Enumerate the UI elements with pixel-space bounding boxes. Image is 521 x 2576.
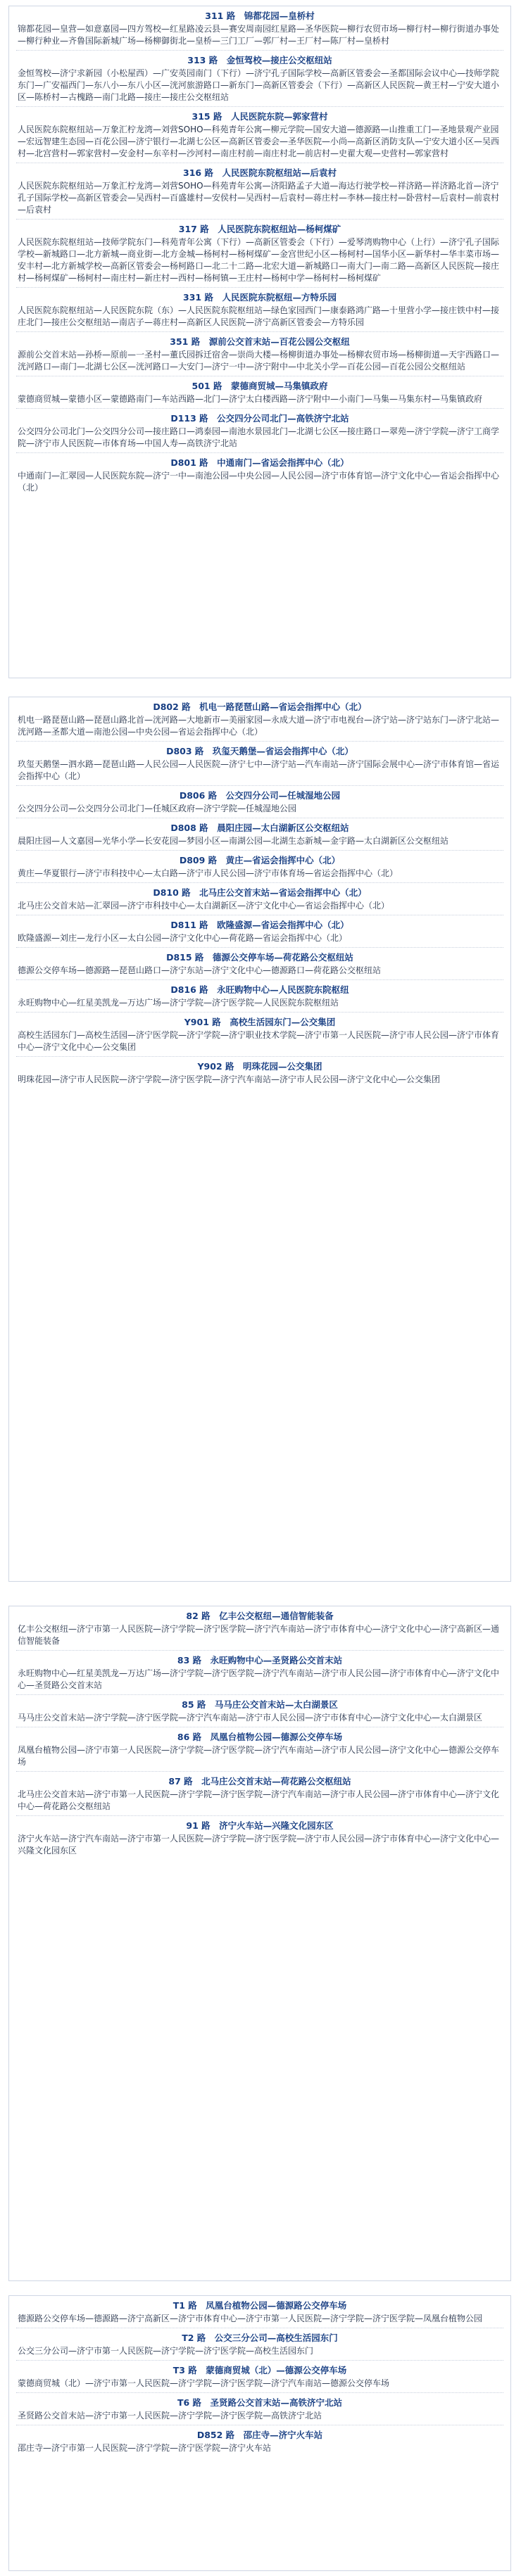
route-title: Y901 路 高校生活园东门—公交集团 [184,1017,336,1027]
route-entry [16,457,503,497]
route-entry [16,952,503,980]
route-stops: 马马庄公交首末站—济宁学院—济宁医学院—济宁汽车南站—济宁市人民公园—济宁市体育中心—济宁文化中心—太白湖景区 [16,1712,503,1727]
route-title: 315 路 人民医院东院—郭家营村 [192,111,328,122]
route-title: T6 路 圣贤路公交首末站—高铁济宁北站 [177,2397,343,2408]
route-stops: 人民医院东院枢纽站—万象汇柠龙湾—刘营SOHO—科苑青年公寓—济阳路孟子大道—海达行驶学校—祥济路—祥济路北首—济宁孔子国际学校—高新区管委会—吴西村—百盛雄村—安侯村—吴西村—后袁村—蒋庄村—李林—接庄村—卧营村—后袁村—前袁村—后袁村 [16,180,503,220]
route-stops: 人民医院东院枢纽站—人民医院东院（东）—人民医院东院枢纽站—绿色家园西门—康泰路鸿广路—十里营小学—接庄铁中村—接庄北门—接庄公交枢纽站—南店子—蒋庄村—高新区人民医院—济宁高新区管委会—方特乐园 [16,305,503,332]
route-entry [16,292,503,332]
route-stops: 公交三分公司—济宁市第一人民医院—济宁学院—济宁医学院—高校生活园东门 [16,2345,503,2361]
route-entry [16,111,503,163]
route-title: 83 路 永旺购物中心—圣贤路公交首末站 [177,1655,343,1665]
route-title: 82 路 亿丰公交枢纽—通信智能装备 [186,1611,334,1621]
route-title: 501 路 蒙德商贸城—马集镇政府 [192,381,328,391]
route-title: D801 路 中通南门—省运会指挥中心（北） [170,457,349,468]
route-stops: 明珠花园—济宁市人民医院—济宁学院—济宁医学院—济宁汽车南站—济宁市人民公园—济宁文化中心—公交集团 [18,1074,441,1084]
route-stops: 中通南门—汇翠园—人民医院东院—济宁一中—南池公园—中央公园—人民公园—济宁市体育馆—济宁文化中心—省运会指挥中心（北） [18,471,500,493]
route-entry [16,1611,503,1651]
route-title: 91 路 济宁火车站—兴隆文化园东区 [186,1820,334,1831]
route-entry [16,1732,503,1772]
route-entry [16,984,503,1013]
route-title: T2 路 公交三分公司—高校生活园东门 [182,2333,338,2343]
route-stops: 晨阳庄园—人文嘉园—光华小学—长安花园—梦园小区—南湖公园—北湖生态新城—金宇路—太白湖新区公交枢纽站 [16,835,503,851]
route-stops: 永旺购物中心—红星美凯龙—万达广场—济宁学院—济宁医学院—济宁汽车南站—济宁市人民公园—济宁市体育中心—济宁文化中心—圣贤路公交首末站 [16,1668,503,1695]
route-stops: 济宁火车站—济宁汽车南站—济宁市第一人民医院—济宁学院—济宁医学院—济宁市人民公园—济宁市体育中心—济宁文化中心—兴隆文化园东区 [18,1834,500,1855]
route-title: 351 路 源前公交首末站—百花公园公交枢纽 [170,336,350,347]
route-entry [16,336,503,376]
route-entry [16,855,503,883]
route-stops: 北马庄公交首末站—济宁市第一人民医院—济宁学院—济宁医学院—济宁汽车南站—济宁市人民公园—济宁市体育中心—济宁文化中心—荷花路公交枢纽站 [16,1789,503,1816]
route-entry [16,2333,503,2361]
route-entry [16,1061,503,1089]
route-entry [16,11,503,51]
route-stops: 人民医院东院枢纽站—技师学院东门—科苑青年公寓（下行）—高新区管委会（下行）—爱琴湾购物中心（上行）—济宁孔子国际学校—新城路口—北方新城—商业街—北方金城—杨柯村—杨柯煤矿—金宫世纪小区—杨柯村—国华小区—新华村—华丰菜市场—安丰村—北方新城学校—高新区管委会—杨柯路口—北二十二路—北宏大道—新城路口—南大门—南二路—高新区人民医院—接庄村—杨柯煤矿—杨柯村—南庄村—新庄村—西村—杨柯镇—王庄村—杨柯中学—杨柯村—杨柯煤矿 [16,236,503,288]
route-stops: 高校生活园东门—高校生活园—济宁医学院—济宁学院—济宁职业技术学院—济宁市第一人民医院—济宁市人民公园—济宁市体育中心—济宁文化中心—公交集团 [16,1029,503,1057]
route-entry [16,790,503,818]
route-stops: 凤凰台植物公园—济宁市第一人民医院—济宁学院—济宁医学院—济宁汽车南站—济宁市人民公园—济宁文化中心—德源公交停车场 [16,1744,503,1772]
route-stops: 锦都花园—皇营—如意嘉园—四方驾校—红星路凌云县—赛安周南园红星路—圣华医院—柳行农贸市场—柳行村—柳行街道办事处—柳行种业—齐鲁国际新城广场—杨柳御街北—皇桥—三门工厂—郭厂村—王厂村—陈厂村—皇桥村 [16,23,503,51]
route-entry [16,2300,503,2328]
route-entry [16,823,503,851]
route-title: D113 路 公交四分公司北门—高铁济宁北站 [170,413,349,424]
route-title: D852 路 邵庄寺—济宁火车站 [196,2430,323,2440]
route-stops: 人民医院东院枢纽站—万象汇柠龙湾—刘营SOHO—科苑青年公寓—柳元学院—国安大道—德源路—山推重工门—圣地景观产业园—宏远智建生态园—百花公园—济宁银行—北湖七公区—高新区管委会—圣华医院—小尚—高新区消防支队—宁安大道小区—吴西村—北宫营村—郭家营村—安金村—东辛村—沙河村—南庄村前—南庄村北—前店村—史翟大观—史营村—郭家营村 [16,124,503,163]
route-stops: 圣贤路公交首末站—济宁市第一人民医院—济宁学院—济宁医学院—高铁济宁北站 [16,2410,503,2425]
route-entry [16,381,503,409]
route-stops: 金恒驾校—济宁求新园（小松屋西）—广安英园南门（下行）—济宁孔子国际学校—高新区管委会—圣都国际会议中心—技师学院东门—广安福西门—东八小—东八小区—洸河旅游路口—新东门—高新区管委会（下行）—高新区人民医院—黄王村—宁安大道小区—陈桥村—古槐路—南门北路—接庄—接庄公交枢纽站 [16,68,503,107]
route-entry [16,702,503,742]
route-title: D808 路 晨阳庄园—太白湖新区公交枢纽站 [170,823,349,833]
route-panel-3 [8,1606,511,2281]
route-title: 317 路 人民医院东院枢纽站—杨柯煤矿 [178,224,341,234]
route-entry [16,413,503,453]
route-stops: 蒙德商贸城（北）—济宁市第一人民医院—济宁学院—济宁医学院—济宁汽车南站—德源公交停车场 [16,2378,503,2393]
route-entry [16,2365,503,2393]
route-entry [16,1699,503,1727]
route-title: D802 路 机电一路琵琶山路—省运会指挥中心（北） [153,702,367,712]
route-stops: 公交四分公司北门—公交四分公司—接庄路口—鸿泰园—南池水景园北门—北湖七公区—接庄路口—翠苑—济宁学院—济宁工商学院—济宁市人民医院—市体育场—中国人寿—高铁济宁北站 [16,426,503,453]
route-title: T1 路 凤凰台植物公园—德源路公交停车场 [172,2300,347,2311]
route-title: D811 路 欧隆盛源—省运会指挥中心（北） [170,920,349,930]
route-panel-1 [8,6,511,678]
route-title: Y902 路 明珠花园—公交集团 [197,1061,322,1072]
route-title: 86 路 凤凰台植物公园—德源公交停车场 [177,1732,343,1742]
route-title: 87 路 北马庄公交首末站—荷花路公交枢纽站 [168,1776,351,1787]
route-title: D815 路 德源公交停车场—荷花路公交枢纽站 [166,952,353,963]
route-title: T3 路 蒙德商贸城（北）—德源公交停车场 [172,2365,347,2375]
route-stops: 玖玺天鹅堡—泗水路—琵琶山路—人民公园—人民医院—济宁七中—济宁站—汽车南站—济宁国际会展中心—济宁市体育馆—省运会指挥中心（北） [16,759,503,786]
route-stops: 欧隆盛源—刘庄—龙行小区—太白公园—济宁文化中心—荷花路—省运会指挥中心（北） [16,932,503,948]
route-title: D810 路 北马庄公交首末站—省运会指挥中心（北） [153,887,367,898]
route-entry [16,746,503,786]
route-title: 331 路 人民医院东院枢纽—方特乐园 [183,292,337,303]
route-title: 313 路 金恒驾校—接庄公交枢纽站 [187,55,332,65]
route-stops: 永旺购物中心—红星美凯龙—万达广场—济宁学院—济宁医学院—人民医院东院枢纽站 [16,997,503,1013]
route-stops: 源前公交首末站—孙桥—原前—一圣村—董氏园拆迁宿舍—崇尚大楼—杨柳街道办事处—杨柳农贸市场—杨柳街道—天宇西路口—洸河路口—南门—北湖七公区—洸河路口—大安门—济宁一中—济宁附中—中北关小学—百花公园—百花公园公交枢纽站 [16,349,503,376]
route-panel-2 [8,697,511,1582]
route-panel-4 [8,2295,511,2571]
route-stops: 邵庄寺—济宁市第一人民医院—济宁学院—济宁医学院—济宁火车站 [18,2443,272,2453]
route-entry [16,920,503,948]
route-stops: 德源公交停车场—德源路—琵琶山路口—济宁东站—济宁文化中心—德源路口—荷花路公交枢纽站 [16,965,503,980]
route-entry [16,2397,503,2425]
route-entry [16,1776,503,1816]
route-title: 316 路 人民医院东院枢纽站—后袁村 [183,167,337,178]
route-entry [16,2430,503,2457]
route-title: D816 路 永旺购物中心—人民医院东院枢纽 [170,984,349,995]
route-entry [16,224,503,288]
route-stops: 黄庄—华夏银行—济宁市科技中心—太白路—济宁市人民公园—济宁市体育场—省运会指挥中心（北） [16,868,503,883]
route-entry [16,887,503,915]
route-entry [16,1655,503,1695]
route-entry [16,55,503,107]
route-stops: 北马庄公交首末站—汇翠园—济宁市科技中心—太白湖新区—济宁文化中心—省运会指挥中心（北） [16,900,503,915]
route-entry [16,1820,503,1860]
route-stops: 蒙德商贸城—蒙德小区—蒙德路南门—车站西路—北门—济宁太白楼西路—济宁附中—小南门—马集—马集东村—马集镇政府 [16,393,503,409]
route-title: D803 路 玖玺天鹅堡—省运会指挥中心（北） [166,746,353,756]
route-entry [16,1017,503,1057]
route-stops: 公交四分公司—公交四分公司北门—任城区政府—济宁学院—任城湿地公园 [16,803,503,818]
route-title: 85 路 马马庄公交首末站—太白湖景区 [182,1699,338,1710]
route-title: 311 路 锦都花园—皇桥村 [205,11,315,21]
route-entry [16,167,503,220]
route-stops: 亿丰公交枢纽—济宁市第一人民医院—济宁学院—济宁医学院—济宁汽车南站—济宁市体育中心—济宁文化中心—济宁高新区—通信智能装备 [16,1623,503,1651]
route-stops: 机电一路琵琶山路—琵琶山路北首—洸河路—大地新市—美丽家园—永成大道—济宁市电视台—济宁站—济宁站东门—济宁北站—洸河路—圣都大道—南池公园—中央公园—省运会指挥中心（北） [16,714,503,742]
route-stops: 德源路公交停车场—德源路—济宁高新区—济宁市体育中心—济宁市第一人民医院—济宁学院—济宁医学院—凤凰台植物公园 [16,2313,503,2328]
route-title: D806 路 公交四分公司—任城湿地公园 [179,790,341,801]
route-title: D809 路 黄庄—省运会指挥中心（北） [179,855,341,865]
